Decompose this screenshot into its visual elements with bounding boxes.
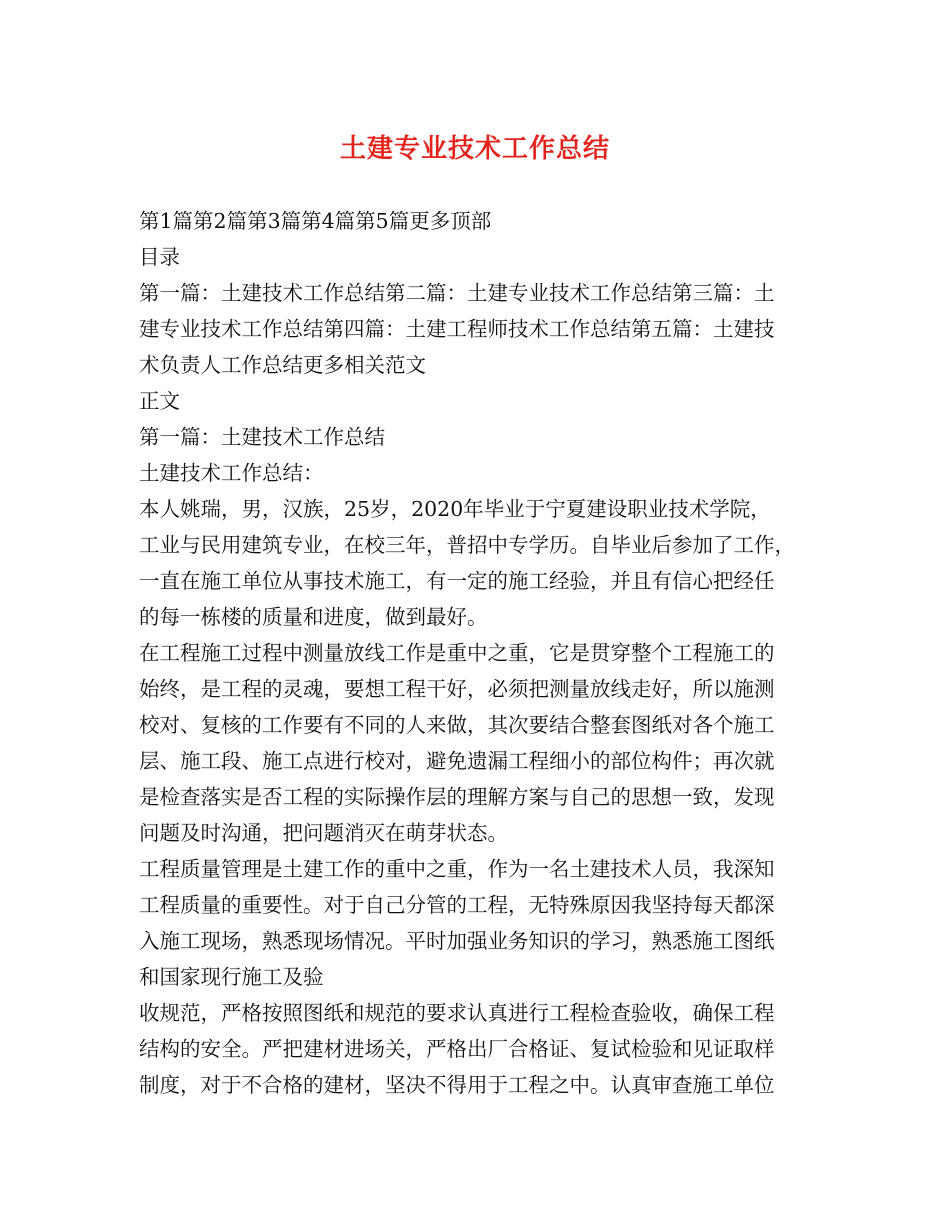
text-line: 校对、复核的工作要有不同的人来做，其次要结合整套图纸对各个施工 [139, 713, 775, 737]
text-line: 入施工现场，熟悉现场情况。平时加强业务知识的学习，熟悉施工图纸 [139, 929, 775, 953]
text-line: 术负责人工作总结更多相关范文 [139, 353, 426, 377]
text-line: 制度，对于不合格的建材，坚决不得用于工程之中。认真审查施工单位 [139, 1073, 775, 1097]
text-line: 是检查落实是否工程的实际操作层的理解方案与自己的思想一致，发现 [139, 785, 775, 809]
text-line: 第一篇：土建技术工作总结 [139, 425, 385, 449]
text-line: 建专业技术工作总结第四篇：土建工程师技术工作总结第五篇：土建技 [139, 317, 775, 341]
text-line: 一直在施工单位从事技术施工，有一定的施工经验，并且有信心把经任 [139, 569, 775, 593]
text-line: 的每一栋楼的质量和进度，做到最好。 [139, 605, 488, 629]
text-line: 工程质量的重要性。对于自己分管的工程，无特殊原因我坚持每天都深 [139, 893, 775, 917]
document-title: 土建专业技术工作总结 [339, 134, 610, 164]
text-line: 目录 [139, 245, 180, 269]
text-line: 结构的安全。严把建材进场关，严格出厂合格证、复试检验和见证取样 [139, 1037, 775, 1061]
text-line: 工程质量管理是土建工作的重中之重，作为一名土建技术人员，我深知 [139, 857, 775, 881]
text-line: 本人姚瑞，男，汉族，25岁，2020年毕业于宁夏建设职业技术学院， [139, 497, 771, 521]
text-line: 土建技术工作总结： [139, 461, 324, 485]
document-body [139, 203, 815, 1103]
text-line: 层、施工段、施工点进行校对，避免遗漏工程细小的部位构件；再次就 [139, 749, 775, 773]
text-line: 和国家现行施工及验 [139, 965, 324, 989]
text-line: 第一篇：土建技术工作总结第二篇：土建专业技术工作总结第三篇：土 [139, 281, 775, 305]
text-line: 第1篇第2篇第3篇第4篇第5篇更多顶部 [139, 209, 492, 233]
text-line: 在工程施工过程中测量放线工作是重中之重，它是贯穿整个工程施工的 [139, 641, 775, 665]
text-line: 始终，是工程的灵魂，要想工程干好，必须把测量放线走好，所以施测 [139, 677, 775, 701]
text-line: 正文 [139, 389, 180, 413]
text-line: 问题及时沟通，把问题消灭在萌芽状态。 [139, 821, 508, 845]
text-line: 工业与民用建筑专业，在校三年，普招中专学历。自毕业后参加了工作， [139, 533, 795, 557]
text-line: 收规范，严格按照图纸和规范的要求认真进行工程检查验收，确保工程 [139, 1001, 775, 1025]
